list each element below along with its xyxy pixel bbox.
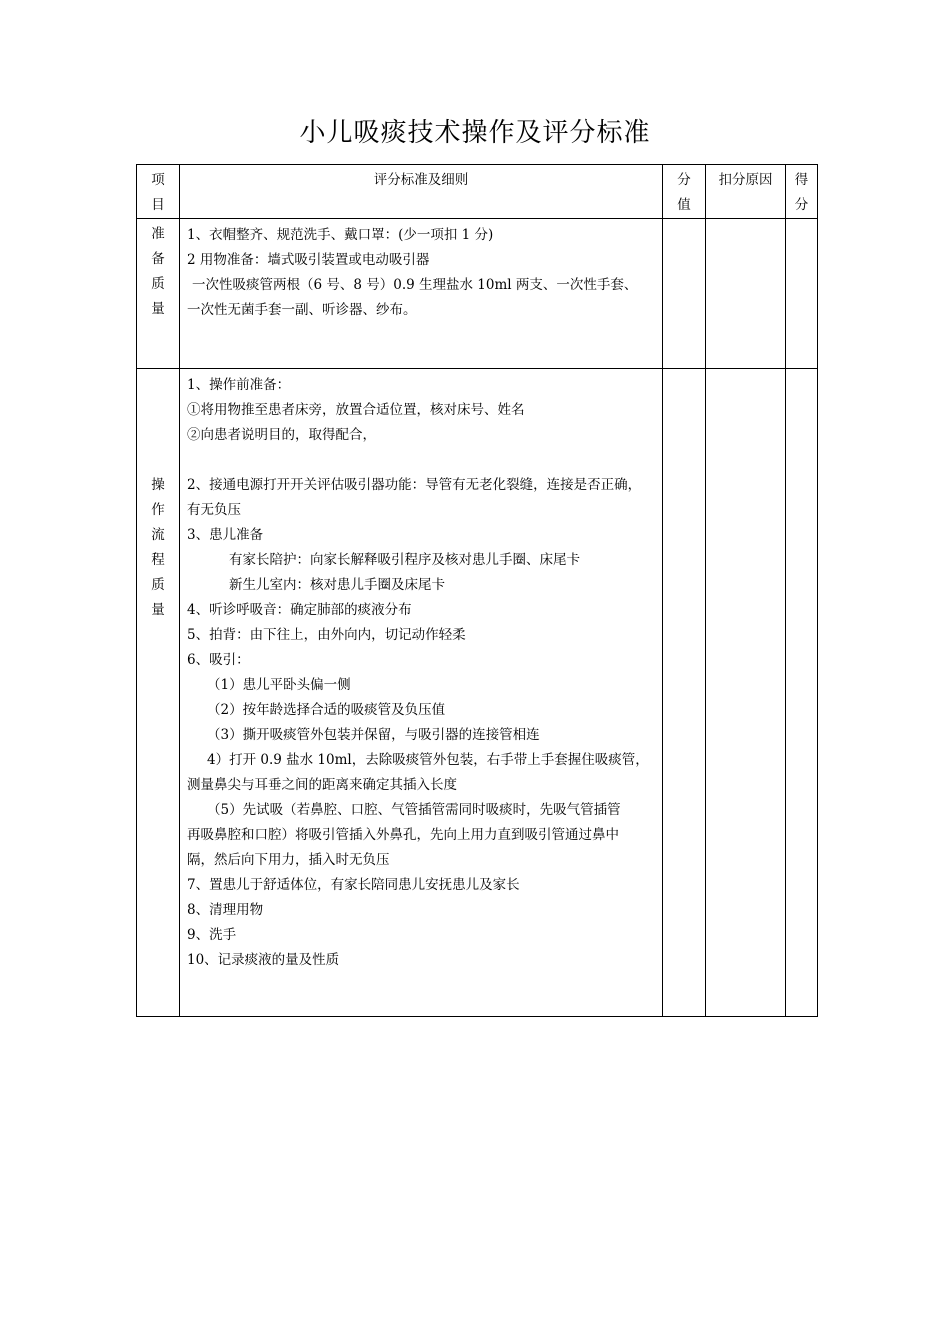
criteria-line: 测量鼻尖与耳垂之间的距离来确定其插入长度 <box>187 777 457 793</box>
criteria-line: 再吸鼻腔和口腔）将吸引管插入外鼻孔，先向上用力直到吸引管通过鼻中 <box>187 827 619 843</box>
criteria-line: （3）撕开吸痰管外包装并保留，与吸引器的连接管相连 <box>207 727 540 743</box>
header-item-line-1: 项 <box>151 172 165 188</box>
item-char: 程 <box>151 552 165 568</box>
section-item-preparation <box>137 219 180 369</box>
criteria-line: 1、衣帽整齐、规范洗手、戴口罩：(少一项扣 1 分) <box>187 227 494 243</box>
criteria-line: ①将用物推至患者床旁，放置合适位置，核对床号、姓名 <box>187 402 525 418</box>
header-item-line-2: 目 <box>151 197 165 213</box>
header-points-line-2: 分 <box>794 197 809 213</box>
item-char: 量 <box>151 301 165 317</box>
item-char: 备 <box>151 251 165 267</box>
criteria-line: 4）打开 0.9 盐水 10ml，去除吸痰管外包装，右手带上手套握住吸痰管， <box>207 752 649 768</box>
criteria-line: 6、吸引： <box>187 652 250 668</box>
section-row-procedure <box>137 369 818 1017</box>
header-item <box>137 165 180 219</box>
criteria-line: 2 用物准备：墙式吸引装置或电动吸引器 <box>187 252 430 268</box>
section-item-procedure <box>137 369 180 1017</box>
deduction-reason-cell <box>706 369 786 1017</box>
criteria-line: 1、操作前准备： <box>187 377 291 393</box>
item-char: 准 <box>151 226 165 242</box>
criteria-line: （1）患儿平卧头偏一侧 <box>207 677 351 693</box>
item-char: 质 <box>151 276 165 292</box>
criteria-line: 8、清理用物 <box>187 902 264 918</box>
header-score-line-1: 分 <box>677 172 691 188</box>
header-row <box>137 165 818 219</box>
criteria-line: 一次性无菌手套一副、听诊器、纱布。 <box>187 302 417 318</box>
criteria-line: （2）按年龄选择合适的吸痰管及负压值 <box>207 702 446 718</box>
criteria-line: 2、接通电源打开开关评估吸引器功能：导管有无老化裂缝，连接是否正确， <box>187 477 642 493</box>
points-cell <box>786 219 818 369</box>
criteria-line: 7、置患儿于舒适体位，有家长陪同患儿安抚患儿及家长 <box>187 877 520 893</box>
criteria-line: （5）先试吸（若鼻腔、口腔、气管插管需同时吸痰时，先吸气管插管 <box>207 802 621 818</box>
item-char: 作 <box>151 502 165 518</box>
score-cell <box>663 369 706 1017</box>
criteria-line: 新生儿室内：核对患儿手圈及床尾卡 <box>229 577 445 593</box>
criteria-line: 3、患儿准备 <box>187 527 264 543</box>
criteria-line: 有家长陪护：向家长解释吸引程序及核对患儿手圈、床尾卡 <box>229 552 580 568</box>
criteria-line: 10、记录痰液的量及性质 <box>187 952 340 968</box>
section-criteria-preparation <box>180 219 663 369</box>
page-title: 小儿吸痰技术操作及评分标准 <box>299 118 651 148</box>
criteria-line: 一次性吸痰管两根（6 号、8 号）0.9 生理盐水 10ml 两支、一次性手套、 <box>192 277 638 293</box>
section-row-preparation <box>137 219 818 369</box>
header-points <box>786 165 818 219</box>
score-cell <box>663 219 706 369</box>
points-cell <box>786 369 818 1017</box>
header-score-line-2: 值 <box>677 197 691 213</box>
item-char: 流 <box>151 527 165 543</box>
criteria-line: 9、洗手 <box>187 927 237 943</box>
criteria-line: 有无负压 <box>187 502 241 518</box>
deduction-reason-cell <box>706 219 786 369</box>
header-deduction-reason: 扣分原因 <box>706 165 786 219</box>
item-char: 量 <box>151 602 165 618</box>
criteria-line: 隔，然后向下用力，插入时无负压 <box>187 852 390 868</box>
blank-line <box>187 448 656 473</box>
criteria-line: 5、拍背：由下往上，由外向内，切记动作轻柔 <box>187 627 466 643</box>
scoring-table <box>136 164 818 1017</box>
header-score <box>663 165 706 219</box>
header-criteria: 评分标准及细则 <box>180 165 663 219</box>
item-char: 质 <box>151 577 165 593</box>
header-points-line-1: 得 <box>794 172 809 188</box>
criteria-line: ②向患者说明目的，取得配合， <box>187 427 376 443</box>
criteria-line: 4、听诊呼吸音：确定肺部的痰液分布 <box>187 602 412 618</box>
item-char: 操 <box>151 477 165 493</box>
section-criteria-procedure <box>180 369 663 1017</box>
